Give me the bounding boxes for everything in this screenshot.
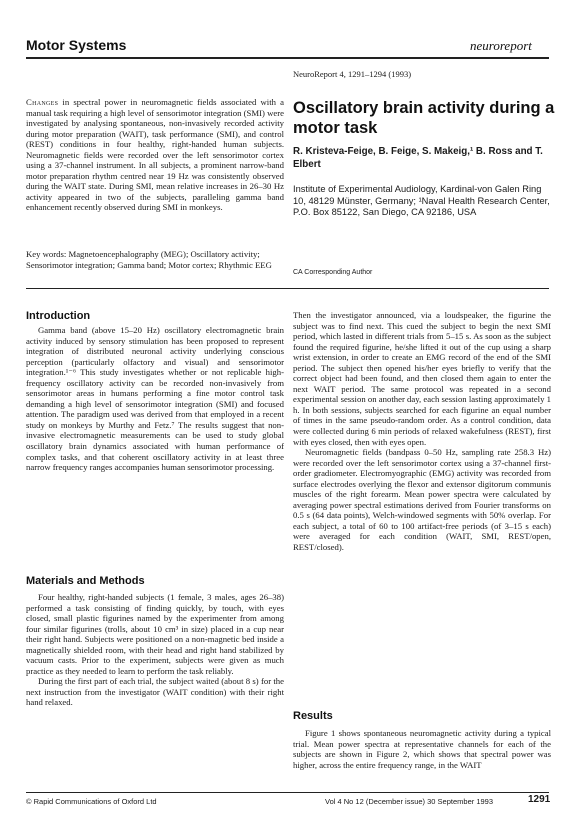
authors: R. Kristeva-Feige, B. Feige, S. Makeig,¹ B. Ross and T. Elbert	[293, 146, 543, 170]
footer-rule	[26, 792, 549, 793]
abstract	[26, 97, 284, 213]
introduction-text: Gamma band (above 15–20 Hz) oscillatory electromagnetic brain activity induced by sensory stimulation has been proposed to represent integration of distributed neuronal activity underlying conscious perception (particularly olfactory and visual) and sensorimotor integration.¹⁻⁶ This study investigates whether or not replicable high-frequency oscillatory activity can be recorded non-invasively from sensorimotor areas in humans performing a fine motor control task demanding a high level of sensorimotor integration (SMI) and focused attention. The paradigm used was derived from that employed in a recent study on monkeys by Murthy and Fetz.⁷ The results suggest that non-invasive electromagnetic measurements can be used to study global oscillatory brain dynamics associated with human performance of complex tasks, and that coherent oscillatory activity in at least three narrow frequency ranges accompanies human sensorimotor processing.	[26, 325, 284, 473]
methods-paragraph: During the first part of each trial, the subject waited (about 8 s) for the next instruction from the investigator (WAIT condition) with their right hand relaxed.	[26, 676, 284, 708]
issue-info: Vol 4 No 12 (December issue) 30 September 1993	[325, 797, 494, 806]
abstract-text: in spectral power in neuromagnetic fields associated with a manual task requiring a high level of sensorimotor integration (SMI) were investigated by analysing spontaneous, non-invasively recorded activity during motor preparation (WAIT), task performance (SMI), and control (REST) conditions in four healthy, right-handed human subjects. Neuromagnetic fields were recorded over the left sensorimotor cortex using a 37-channel instrument. In all subjects, a prominent narrow-band motor preparation rhythm centred near 19 Hz was consistently observed during the WAIT state. During SMI, mean relative increases in 26–30 Hz activity appeared in two of the subjects, paralleling gamma band enhancement recently observed during SMI in monkeys.	[26, 97, 284, 213]
methods-paragraph: Then the investigator announced, via a loudspeaker, the figurine the subject was to find next. This cued the subject to begin the next SMI period, which lasted in different trials from 5–15 s. As soon as the subject found the required figurine, he/she lifted it out of the cup using a sharp wrist extension, in order to create an EMG record of the end of the SMI period. The subject then opened his/her eyes briefly to verify that the correct object had been found, and then closed them again to enter the next WAIT period. The same protocol was repeated in a second experimental session on another day, each session lasting approximately 1 h. In both sessions, subjects searched for each figurine an equal number of times in the same pseudo-random order. As a control condition, data were collected during 6 min periods of relaxed wakefulness (REST), first with eyes closed, then with eyes open.	[293, 310, 551, 447]
affiliation: Institute of Experimental Audiology, Kardinal-von Galen Ring 10, 48129 Münster, Germany; ¹Naval Health Research Center, P.O. Box 85122, San Diego, CA 92186, USA	[293, 184, 550, 217]
keywords: Key words: Magnetoencephalography (MEG); Oscillatory activity; Sensorimotor integration; Gamma band; Motor cortex; Rhythmic EEG	[26, 249, 272, 270]
results-body	[293, 728, 551, 770]
methods-heading: Materials and Methods	[26, 575, 145, 587]
publisher-note: © Rapid Communications of Oxford Ltd	[26, 797, 157, 806]
abstract-lead: Changes	[26, 97, 59, 107]
methods-body	[26, 592, 284, 708]
header-rule	[26, 57, 549, 59]
section-header: Motor Systems	[26, 37, 127, 53]
introduction-heading: Introduction	[26, 310, 91, 322]
title-rule	[26, 288, 549, 289]
results-text: Figure 1 shows spontaneous neuromagnetic activity during a typical trial. Mean power spectra at representative channels for each of the subjects are shown in Figure 2, which shows that spectral power was higher, across the entire frequency range, in the WAIT	[293, 728, 551, 770]
methods-paragraph: Four healthy, right-handed subjects (1 female, 3 males, ages 26–38) performed a task consisting of finding quickly, by touch, with eyes closed, small plastic figurines named by the experimenter from among four similar figurines (trolls, about 10 cm³ in size) placed in a cup near their right hand. Subjects were positioned on a non-magnetic bed inside a magnetically shielded room, with their head and right hand stabilized by vacuum casts. Prior to the experiment, subjects were given as much practice as they needed to learn to perform the task reliably.	[26, 592, 284, 676]
citation: NeuroReport 4, 1291–1294 (1993)	[293, 69, 412, 79]
methods-paragraph: Neuromagnetic fields (bandpass 0–50 Hz, sampling rate 258.3 Hz) were recorded over the left sensorimotor cortex using a 37-channel first-order gradiometer. Electromyographic (EMG) activity was recorded from surface electrodes overlying the flexor and extensor digitorum communis muscles of the right forearm. Mean power spectra were calculated by averaging power spectral estimations derived from Fourier transforms on 0.5 s (64 data points), Welch-windowed segments with 50% overlap. For each subject, a total of 60 to 100 artifact-free periods (of 3–15 s each) were averaged for each condition (WAIT, SMI, REST/open, REST/closed).	[293, 447, 551, 553]
page-number: 1291	[528, 794, 551, 805]
introduction-body	[26, 325, 284, 473]
corresponding-author: CA Corresponding Author	[293, 269, 373, 276]
journal-logo: neuroreport	[470, 38, 532, 53]
right-column-body	[293, 310, 551, 553]
results-heading: Results	[293, 710, 333, 722]
article-title: Oscillatory brain activity during a motor task	[293, 99, 555, 137]
